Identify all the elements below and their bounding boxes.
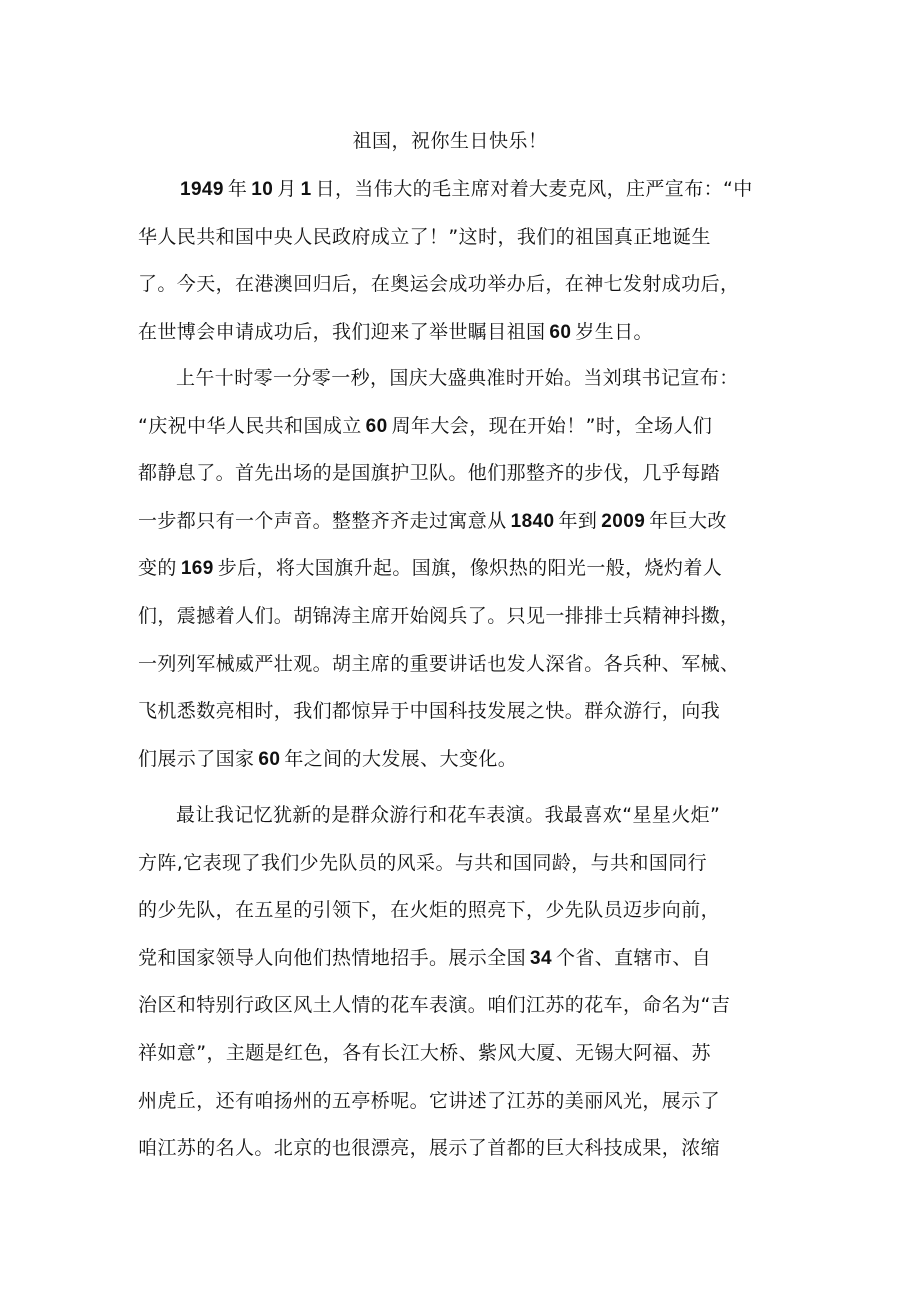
text-run: 年巨大改 <box>649 509 727 532</box>
text-line <box>138 545 778 593</box>
text-line <box>138 355 778 403</box>
text-run: 年 <box>227 178 248 200</box>
text-run: 方阵,它表现了我们少先队员的风采。与共和国同龄，与共和国同行 <box>138 851 708 874</box>
text-line <box>138 935 778 983</box>
text-line <box>138 887 778 935</box>
text-run: 最让我记忆犹新的是群众游行和花车表演。我最喜欢“星星火炬” <box>176 804 721 826</box>
text-line <box>138 593 778 641</box>
text-run: 一列列军械威严壮观。胡主席的重要讲话也发人深省。各兵种、军械、 <box>138 652 740 675</box>
text-run: 华人民共和国中央人民政府成立了！”这时，我们的祖国真正地诞生 <box>138 225 711 248</box>
text-line <box>138 840 778 888</box>
text-run: 个省、直辖市、自 <box>555 946 712 969</box>
bold-number: 169 <box>180 558 214 580</box>
text-run: 了。今天，在港澳回归后，在奥运会成功举办后，在神七发射成功后， <box>138 273 740 296</box>
text-run: 都静息了。首先出场的是国旗护卫队。他们那整齐的步伐，几乎每踏 <box>138 462 721 485</box>
text-run: 步后，将大国旗升起。国旗，像炽热的阳光一般，烧灼着人 <box>217 557 723 580</box>
text-run: 变的 <box>138 557 177 580</box>
text-line <box>138 688 778 736</box>
text-run: 在世博会申请成功后，我们迎来了举世瞩目祖国 <box>138 320 546 343</box>
text-run: 岁生日。 <box>575 320 653 343</box>
text-run: 咱江苏的名人。北京的也很漂亮，展示了首都的巨大科技成果，浓缩 <box>138 1137 721 1160</box>
paragraph-1 <box>138 166 778 356</box>
text-run: 们展示了国家 <box>138 747 255 770</box>
bold-number: 60 <box>258 748 281 770</box>
text-run: 飞机悉数亮相时，我们都惊异于中国科技发展之快。群众游行，向我 <box>138 700 721 723</box>
bold-number: 10 <box>251 179 274 200</box>
text-line <box>138 736 778 784</box>
text-line <box>138 1078 778 1126</box>
text-run: 党和国家领导人向他们热情地招手。展示全国 <box>138 946 527 969</box>
paragraph-3 <box>138 792 778 1173</box>
text-line <box>138 214 778 262</box>
document-title: 祖国，祝你生日快乐！ <box>352 130 548 152</box>
bold-number: 34 <box>530 947 552 969</box>
text-run: 州虎丘，还有咱扬州的五亭桥呢。它讲述了江苏的美丽风光，展示了 <box>138 1089 721 1112</box>
text-run: 的少先队，在五星的引领下，在火炬的照亮下，少先队员迈步向前， <box>138 899 721 922</box>
bold-number: 1949 <box>180 179 224 200</box>
text-line <box>138 792 778 840</box>
text-line <box>138 982 778 1030</box>
bold-number: 2009 <box>601 510 646 532</box>
bold-number: 1840 <box>510 510 555 532</box>
text-line <box>138 450 778 498</box>
bold-number: 60 <box>549 321 572 343</box>
text-run: 年之间的大发展、大变化。 <box>284 747 518 770</box>
text-run: 月 <box>277 178 297 200</box>
text-line <box>138 1125 778 1173</box>
text-run: 年到 <box>558 509 598 532</box>
text-line <box>138 498 778 546</box>
text-run: 祥如意”，主题是红色，各有长江大桥、紫风大厦、无锡大阿福、苏 <box>138 1041 711 1064</box>
bold-number: 1 <box>300 179 312 200</box>
text-line <box>138 309 778 357</box>
text-line <box>138 641 778 689</box>
text-line <box>138 261 778 309</box>
paragraph-2 <box>138 355 778 783</box>
text-run: 治区和特别行政区风土人情的花车表演。咱们江苏的花车，命名为“吉 <box>138 994 731 1017</box>
text-run: 们，震撼着人们。胡锦涛主席开始阅兵了。只见一排排士兵精神抖擞， <box>138 604 740 627</box>
text-run: 上午十时零一分零一秒，国庆大盛典准时开始。当刘琪书记宣布： <box>176 367 739 389</box>
text-line <box>138 166 778 214</box>
text-run: “庆祝中华人民共和国成立 <box>138 414 362 437</box>
text-line <box>138 403 778 451</box>
text-line <box>138 1030 778 1078</box>
text-run: 日，当伟大的毛主席对着大麦克风，庄严宣布：“中 <box>315 178 753 200</box>
text-run: 一步都只有一个声音。整整齐齐走过寓意从 <box>138 509 507 532</box>
bold-number: 60 <box>365 415 388 437</box>
text-run: 周年大会，现在开始！”时，全场人们 <box>391 414 713 437</box>
